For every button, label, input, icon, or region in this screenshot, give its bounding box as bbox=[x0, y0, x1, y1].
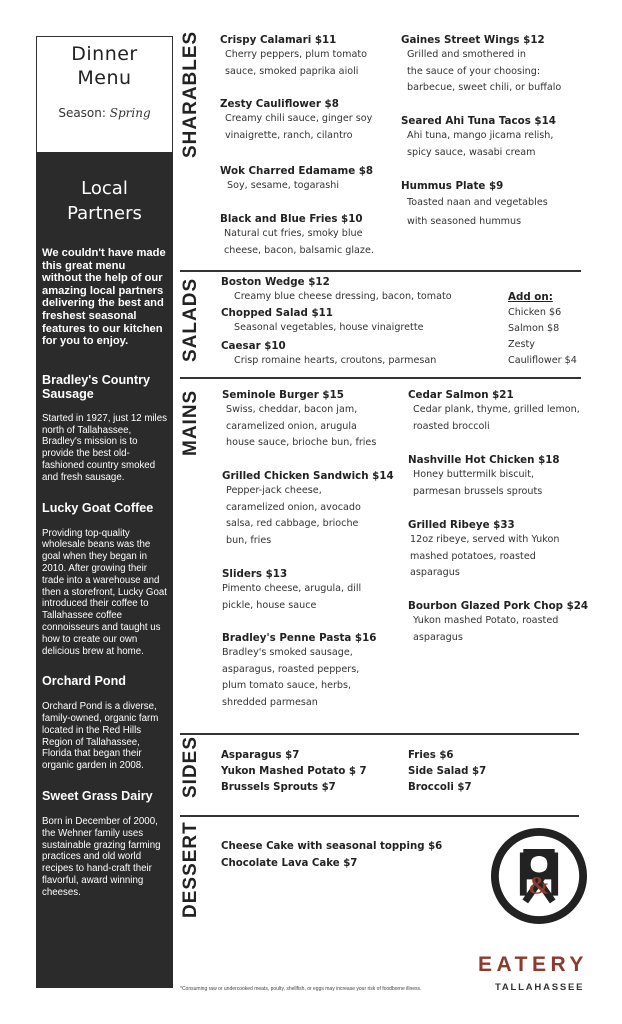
menu-item bbox=[220, 165, 373, 195]
menu-item bbox=[220, 213, 374, 259]
item-desc: Grilled and smothered in bbox=[407, 49, 526, 60]
item-name: Bourbon Glazed Pork Chop $24 bbox=[408, 600, 589, 612]
side-item: Brussels Sprouts $7 bbox=[221, 782, 336, 793]
menu-item bbox=[408, 454, 560, 500]
item-desc: Creamy blue cheese dressing, bacon, tomato bbox=[234, 291, 452, 302]
add-on-item: Zesty bbox=[508, 339, 535, 350]
item-desc: cheese, bacon, balsamic glaze. bbox=[224, 244, 374, 256]
food-safety-footnote: *Consuming raw or undercooked meats, poulty, shellfish, or eggs may increase your risk of foodborne illness. bbox=[180, 986, 422, 992]
item-name: Boston Wedge $12 bbox=[221, 276, 330, 288]
section-label-sharables: SHARABLES bbox=[180, 30, 201, 158]
section-label-sides: SIDES bbox=[180, 735, 201, 798]
item-desc: Pimento cheese, arugula, dill bbox=[222, 583, 362, 594]
item-desc: the sauce of your choosing: bbox=[407, 65, 541, 77]
partner-desc: Orchard Pond is a diverse, family-owned, organic farm located in the Red Hills Region of Tallahassee, Florida that began their organic garden in 2008. bbox=[42, 701, 159, 772]
item-desc: spicy sauce, wasabi cream bbox=[407, 146, 536, 158]
item-desc: Honey buttermilk biscuit, bbox=[413, 469, 535, 480]
menu-item bbox=[222, 632, 376, 711]
item-desc: vinaigrette, ranch, cilantro bbox=[225, 129, 353, 141]
item-desc: Pepper-jack cheese, bbox=[226, 485, 322, 496]
item-desc: asparagus bbox=[413, 631, 463, 643]
add-on-item: Salmon $8 bbox=[508, 323, 560, 334]
menu-item bbox=[220, 98, 372, 144]
divider-rule bbox=[180, 377, 581, 379]
item-desc: barbecue, sweet chili, or buffalo bbox=[407, 82, 562, 93]
menu-item bbox=[222, 470, 394, 549]
item-desc: with seasoned hummus bbox=[407, 216, 522, 227]
item-desc: sauce, smoked paprika aioli bbox=[225, 65, 359, 77]
menu-title-line1: Dinner bbox=[71, 43, 138, 65]
item-desc: mashed potatoes, roasted bbox=[410, 550, 536, 562]
section-label-dessert: DESSERT bbox=[180, 821, 201, 918]
item-name: Grilled Ribeye $33 bbox=[408, 519, 515, 531]
item-name: Grilled Chicken Sandwich $14 bbox=[222, 470, 394, 482]
menu-title-line2: Menu bbox=[77, 67, 132, 89]
item-desc: parmesan brussels sprouts bbox=[413, 485, 543, 497]
section-label-mains: MAINS bbox=[180, 389, 201, 456]
item-name: Wok Charred Edamame $8 bbox=[220, 165, 374, 177]
local-partners-sidebar bbox=[36, 152, 173, 988]
svg-text:&: & bbox=[528, 870, 550, 900]
item-desc: caramelized onion, arugula bbox=[226, 420, 357, 432]
item-desc: Natural cut fries, smoky blue bbox=[224, 228, 363, 239]
section-label-salads: SALADS bbox=[180, 277, 201, 362]
add-on-title: Add on: bbox=[508, 291, 553, 303]
add-on-item: Cauliflower $4 bbox=[508, 355, 577, 366]
item-desc: Seasonal vegetables, house vinaigrette bbox=[234, 322, 424, 333]
menu-item bbox=[408, 389, 580, 435]
item-name: Gaines Street Wings $12 bbox=[401, 34, 545, 46]
partner-desc: Providing top-quality wholesale beans was the goal when they began in 2010. After growing their trade into a warehouse and then a storefront, Lucky Goat introduced their coffee to Tallahassee coffee connoisseurs and taught us how to create our own delicious brew at home. bbox=[42, 527, 167, 657]
side-item: Fries $6 bbox=[408, 750, 454, 761]
add-on-item: Chicken $6 bbox=[508, 307, 562, 318]
item-desc: Cedar plank, thyme, grilled lemon, bbox=[413, 404, 580, 415]
item-name: Seared Ahi Tuna Tacos $14 bbox=[401, 115, 556, 127]
item-desc: bun, fries bbox=[226, 534, 272, 546]
item-desc: shredded parmesan bbox=[222, 696, 318, 708]
season-value: Spring bbox=[109, 106, 151, 120]
dessert-item: Cheese Cake with seasonal topping $6 bbox=[221, 841, 443, 852]
menu-item bbox=[408, 600, 588, 646]
item-desc: asparagus, roasted peppers, bbox=[222, 663, 360, 675]
item-desc: Cherry peppers, plum tomato bbox=[225, 49, 367, 60]
item-name: Caesar $10 bbox=[221, 340, 286, 352]
menu-item bbox=[220, 34, 367, 80]
partners-title-line2: Partners bbox=[67, 203, 142, 224]
item-desc: plum tomato sauce, herbs, bbox=[222, 680, 352, 691]
partner-name: Bradley's Country Sausage bbox=[42, 372, 150, 401]
item-name: Zesty Cauliflower $8 bbox=[220, 98, 339, 110]
menu-item bbox=[221, 276, 452, 306]
menu-item bbox=[222, 568, 361, 614]
eatery-logo bbox=[490, 827, 588, 925]
item-desc: pickle, house sauce bbox=[222, 599, 317, 611]
item-name: Black and Blue Fries $10 bbox=[220, 213, 363, 225]
menu-item bbox=[221, 307, 423, 337]
item-desc: Yukon mashed Potato, roasted bbox=[413, 615, 559, 626]
item-desc: roasted broccoli bbox=[413, 420, 490, 432]
item-desc: salsa, red cabbage, brioche bbox=[226, 518, 359, 529]
side-item: Yukon Mashed Potato $ 7 bbox=[221, 766, 367, 777]
item-desc: house sauce, brioche bun, fries bbox=[226, 437, 377, 448]
side-item: Asparagus $7 bbox=[221, 750, 300, 761]
item-desc: Toasted naan and vegetables bbox=[407, 197, 548, 208]
item-desc: Crisp romaine hearts, croutons, parmesan bbox=[234, 355, 437, 366]
add-on-list bbox=[508, 289, 577, 369]
partners-intro: We couldn't have made this great menu without the help of our amazing local partners delivering the best and freshest seasonal features to our kitchen for you to enjoy. bbox=[42, 247, 166, 348]
item-name: Seminole Burger $15 bbox=[222, 389, 344, 401]
partner-desc: Born in December of 2000, the Wehner family uses sustainable grazing farming practices and old world recipes to hand-craft their flavorful, award winning cheeses. bbox=[42, 816, 161, 898]
item-desc: Bradley's smoked sausage, bbox=[222, 647, 353, 658]
item-desc: Soy, sesame, togarashi bbox=[227, 180, 340, 191]
brand-name: EATERY bbox=[478, 953, 588, 976]
menu-item bbox=[401, 115, 556, 161]
partner-name: Lucky Goat Coffee bbox=[42, 500, 154, 515]
divider-rule bbox=[180, 815, 579, 817]
menu-item bbox=[221, 340, 436, 370]
item-name: Chopped Salad $11 bbox=[221, 307, 333, 319]
item-name: Bradley's Penne Pasta $16 bbox=[222, 632, 377, 644]
menu-item bbox=[408, 519, 559, 582]
menu-item bbox=[401, 180, 548, 231]
partner-desc: Started in 1927, just 12 miles north of Tallahassee, Bradley's mission is to provide the best old-fashioned country smoked and fresh sausage. bbox=[42, 412, 167, 483]
side-item: Broccoli $7 bbox=[408, 782, 472, 793]
title-box bbox=[36, 36, 173, 152]
dessert-item: Chocolate Lava Cake $7 bbox=[221, 858, 358, 869]
item-desc: asparagus bbox=[410, 567, 460, 578]
item-name: Cedar Salmon $21 bbox=[408, 389, 514, 401]
item-name: Hummus Plate $9 bbox=[401, 180, 504, 192]
partner-name: Sweet Grass Dairy bbox=[42, 789, 153, 804]
item-name: Crispy Calamari $11 bbox=[220, 34, 337, 46]
partners-title-line1: Local bbox=[81, 178, 128, 199]
item-desc: Ahi tuna, mango jicama relish, bbox=[407, 130, 554, 141]
item-desc: Swiss, cheddar, bacon jam, bbox=[226, 404, 358, 415]
brand-city: TALLAHASSEE bbox=[495, 982, 585, 993]
partner-name: Orchard Pond bbox=[42, 674, 126, 689]
item-desc: caramelized onion, avocado bbox=[226, 501, 361, 513]
item-desc: Creamy chili sauce, ginger soy bbox=[225, 113, 373, 124]
side-item: Side Salad $7 bbox=[408, 766, 487, 777]
item-name: Nashville Hot Chicken $18 bbox=[408, 454, 560, 466]
divider-rule bbox=[180, 733, 579, 735]
season-label: Season: bbox=[58, 106, 106, 120]
item-name: Sliders $13 bbox=[222, 568, 288, 580]
item-desc: 12oz ribeye, served with Yukon bbox=[410, 534, 560, 545]
divider-rule bbox=[180, 270, 581, 272]
season-line bbox=[37, 106, 172, 120]
menu-item bbox=[401, 34, 561, 97]
menu-item bbox=[222, 389, 376, 452]
